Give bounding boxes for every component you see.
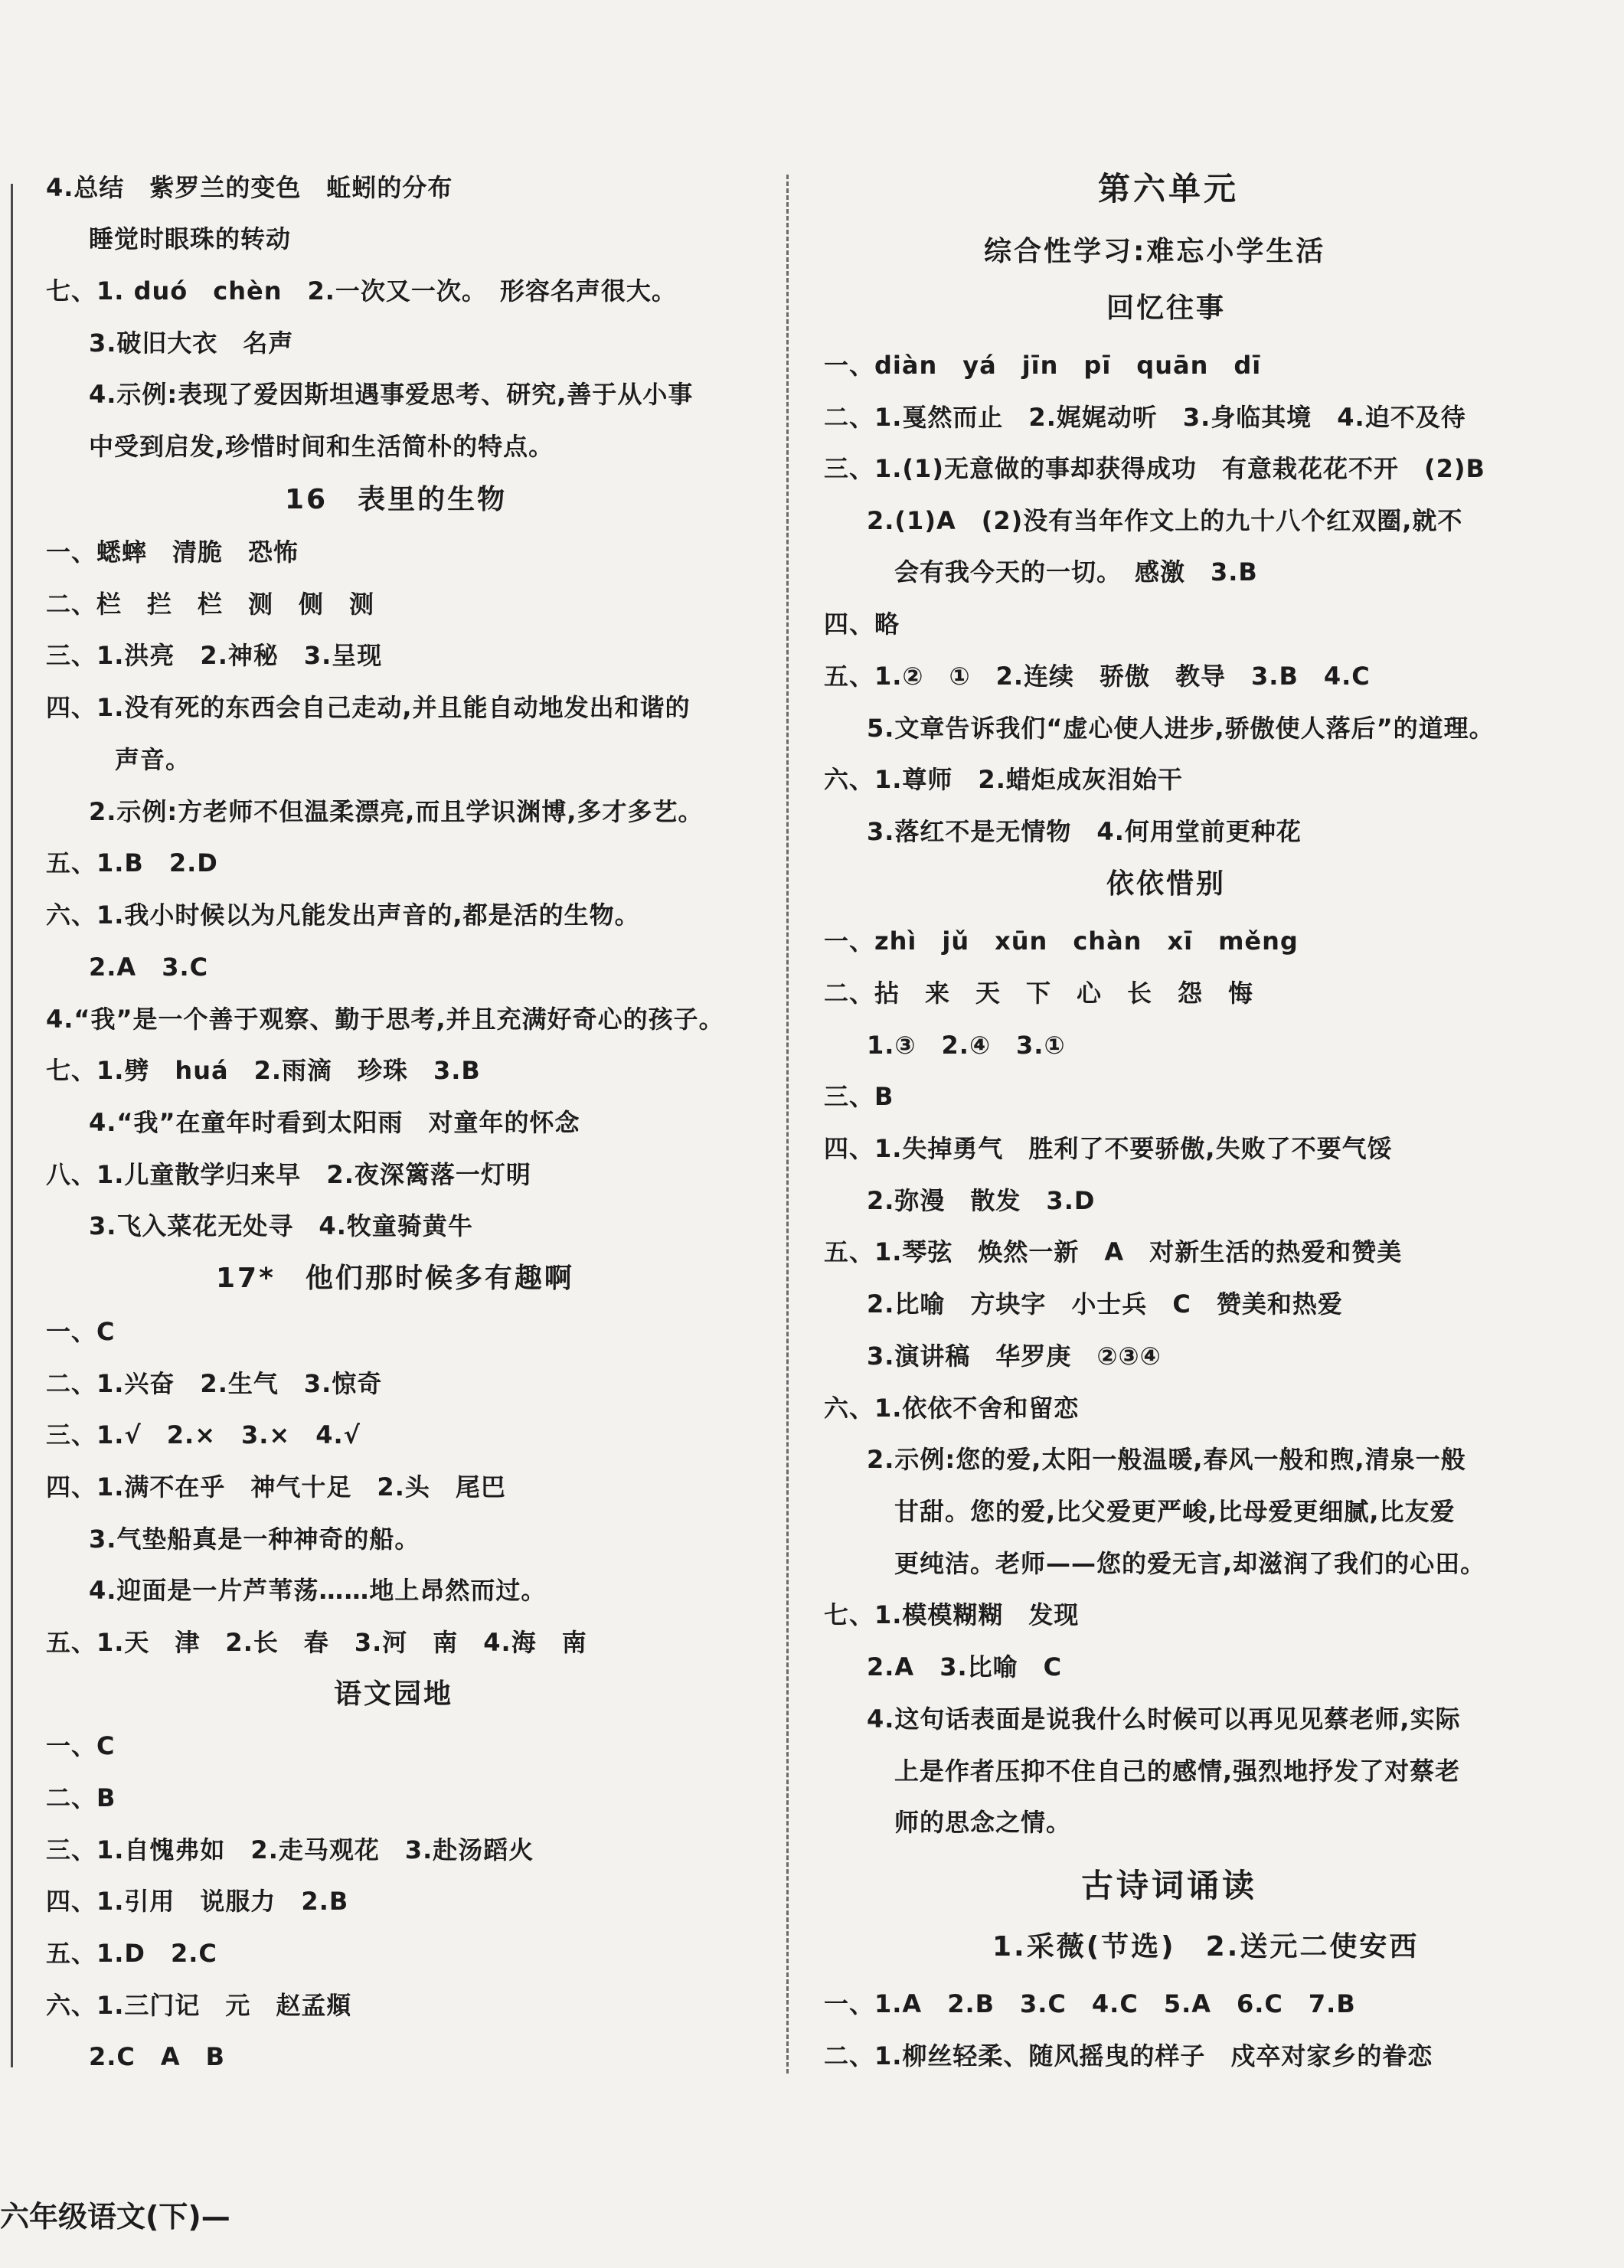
answer-line: 3.气垫船真是一种神奇的船。	[89, 1525, 420, 1554]
answer-line: 5.文章告诉我们“虚心使人进步,骄傲使人落后”的道理。	[867, 714, 1495, 743]
answer-line: 更纯洁。老师——您的爱无言,却滋润了我们的心田。	[894, 1549, 1486, 1578]
answer-line: 上是作者压抑不住自己的感情,强烈地抒发了对蔡老	[894, 1757, 1461, 1786]
section-heading: 回忆往事	[1106, 292, 1227, 324]
section-heading: 1.采薇(节选) 2.送元二使安西	[992, 1931, 1420, 1962]
section-heading: 古诗词诵读	[1081, 1867, 1258, 1904]
answer-line: 一、zhì jǔ xūn chàn xī měng	[824, 926, 1299, 956]
answer-line: 六、1.尊师 2.蜡炬成灰泪始干	[824, 765, 1183, 794]
answer-line: 2.(1)A (2)没有当年作文上的九十八个红双圈,就不	[867, 506, 1463, 535]
answer-line: 五、1.D 2.C	[46, 1939, 217, 1968]
answer-line: 3.飞入菜花无处寻 4.牧童骑黄牛	[89, 1211, 473, 1240]
answer-line: 4.“我”在童年时看到太阳雨 对童年的怀念	[89, 1108, 580, 1137]
answer-line: 2.A 3.C	[89, 953, 209, 982]
answer-line: 五、1.天 津 2.长 春 3.河 南 4.海 南	[46, 1628, 587, 1657]
answer-line: 一、C	[46, 1731, 116, 1760]
answer-line: 会有我今天的一切。 感激 3.B	[894, 557, 1258, 587]
answer-line: 4.示例:表现了爱因斯坦遇事爱思考、研究,善于从小事	[89, 380, 694, 409]
answer-line: 二、1.戛然而止 2.娓娓动听 3.身临其境 4.迫不及待	[824, 403, 1466, 432]
answer-line: 七、1. duó chèn 2.一次又一次。 形容名声很大。	[46, 276, 677, 306]
answer-line: 2.弥漫 散发 3.D	[867, 1186, 1096, 1215]
answer-line: 2.比喻 方块字 小士兵 C 赞美和热爱	[867, 1289, 1343, 1319]
answer-line: 五、1.② ① 2.连续 骄傲 教导 3.B 4.C	[824, 662, 1371, 691]
answer-line: 五、1.B 2.D	[46, 848, 218, 877]
answer-line: 三、1.洪亮 2.神秘 3.呈现	[46, 641, 383, 670]
answer-line: 一、diàn yá jīn pī quān dī	[824, 351, 1262, 380]
answer-line: 八、1.儿童散学归来早 2.夜深篱落一灯明	[46, 1160, 531, 1189]
answer-line: 二、1.兴奋 2.生气 3.惊奇	[46, 1369, 383, 1398]
answer-line: 六、1.依依不舍和留恋	[824, 1394, 1080, 1423]
answer-line: 中受到启发,珍惜时间和生活简朴的特点。	[89, 432, 554, 461]
section-heading: 依依惜别	[1106, 868, 1227, 900]
answer-line: 一、C	[46, 1317, 116, 1346]
answer-line: 七、1.劈 huá 2.雨滴 珍珠 3.B	[46, 1056, 481, 1085]
answer-line: 五、1.琴弦 焕然一新 A 对新生活的热爱和赞美	[824, 1237, 1403, 1266]
answer-line: 3.演讲稿 华罗庚 ②③④	[867, 1342, 1162, 1371]
answer-line: 三、1.自愧弗如 2.走马观花 3.赴汤蹈火	[46, 1835, 534, 1864]
answer-line: 四、1.失掉勇气 胜利了不要骄傲,失败了不要气馁	[824, 1134, 1393, 1163]
answer-line: 1.③ 2.④ 3.①	[867, 1031, 1066, 1060]
left-edge-line	[11, 184, 13, 2067]
answer-line: 甘甜。您的爱,比父爱更严峻,比母爱更细腻,比友爱	[894, 1497, 1456, 1526]
answer-line: 2.示例:方老师不但温柔漂亮,而且学识渊博,多才多艺。	[89, 797, 704, 826]
answer-line: 二、1.柳丝轻柔、随风摇曳的样子 戍卒对家乡的眷恋	[824, 2041, 1433, 2070]
answer-line: 四、1.引用 说服力 2.B	[46, 1887, 349, 1916]
column-divider	[786, 175, 789, 2074]
answer-line: 2.C A B	[89, 2042, 226, 2071]
section-heading: 语文园地	[334, 1678, 454, 1710]
answer-line: 二、拈 来 天 下 心 长 怨 悔	[824, 979, 1254, 1008]
answer-line: 4.“我”是一个善于观察、勤于思考,并且充满好奇心的孩子。	[46, 1005, 724, 1034]
answer-line: 3.破旧大衣 名声	[89, 328, 294, 358]
section-heading: 17* 他们那时候多有趣啊	[216, 1263, 574, 1294]
answer-line: 声音。	[115, 745, 191, 774]
answer-line: 2.示例:您的爱,太阳一般温暖,春风一般和煦,清泉一般	[867, 1445, 1466, 1474]
page-footer: 六年级语文(下)—	[0, 2200, 230, 2234]
answer-line: 四、略	[824, 609, 900, 639]
answer-line: 六、1.我小时候以为凡能发出声音的,都是活的生物。	[46, 900, 640, 930]
answer-line: 六、1.三门记 元 赵孟頫	[46, 1991, 352, 2020]
answer-line: 三、1.(1)无意做的事却获得成功 有意栽花花不开 (2)B	[824, 454, 1485, 483]
answer-line: 二、B	[46, 1783, 116, 1812]
answer-line: 睡觉时眼珠的转动	[89, 224, 292, 253]
answer-line: 4.总结 紫罗兰的变色 蚯蚓的分布	[46, 173, 453, 202]
answer-line: 四、1.没有死的东西会自己走动,并且能自动地发出和谐的	[46, 693, 691, 722]
section-heading: 综合性学习:难忘小学生活	[984, 236, 1326, 267]
answer-line: 师的思念之情。	[894, 1808, 1072, 1837]
answer-line: 二、栏 拦 栏 测 侧 测	[46, 590, 375, 619]
answer-line: 4.这句话表面是说我什么时候可以再见见蔡老师,实际	[867, 1704, 1461, 1734]
answer-line: 四、1.满不在乎 神气十足 2.头 尾巴	[46, 1472, 506, 1502]
answer-line: 3.落红不是无情物 4.何用堂前更种花	[867, 817, 1302, 846]
answer-line: 一、蟋蟀 清脆 恐怖	[46, 538, 299, 567]
answer-line: 4.迎面是一片芦苇荡……地上昂然而过。	[89, 1576, 547, 1605]
answer-line: 三、B	[824, 1082, 894, 1111]
section-heading: 16 表里的生物	[285, 484, 508, 515]
answer-line: 2.A 3.比喻 C	[867, 1652, 1063, 1681]
answer-line: 七、1.模模糊糊 发现	[824, 1600, 1080, 1629]
answer-line: 三、1.√ 2.× 3.× 4.√	[46, 1420, 361, 1449]
unit-title: 第六单元	[1098, 170, 1240, 208]
answer-line: 一、1.A 2.B 3.C 4.C 5.A 6.C 7.B	[824, 1989, 1356, 2018]
